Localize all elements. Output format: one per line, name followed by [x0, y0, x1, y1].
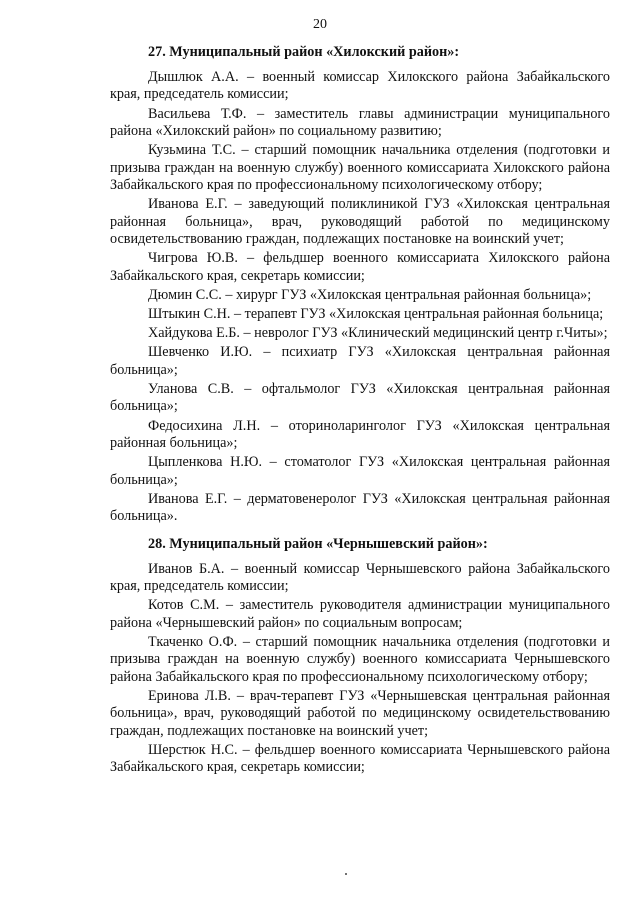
section-heading: 28. Муниципальный район «Чернышевский район»:: [148, 535, 488, 552]
member-entry: Дышлюк А.А. – военный комиссар Хилокского района Забайкальского края, председатель комиссии;: [110, 69, 610, 103]
member-entry: Цыпленкова Н.Ю. – стоматолог ГУЗ «Хилокская центральная районная больница»;: [110, 454, 610, 488]
member-entry: Иванова Е.Г. – заведующий поликлиникой ГУЗ «Хилокская центральная районная больница», врач, руководящий работой по медицинскому освидетельствованию граждан, подлежащих постановке на воинский учет;: [110, 196, 610, 248]
member-entry: Васильева Т.Ф. – заместитель главы администрации муниципального района «Хилокский район» по социальному развитию;: [110, 105, 610, 140]
scan-speck: [345, 873, 347, 875]
section-khilok: [110, 43, 610, 526]
member-entry: Хайдукова Е.Б. – невролог ГУЗ «Клинический медицинский центр г.Читы»;: [148, 325, 608, 342]
member-entry: Чигрова Ю.В. – фельдшер военного комиссариата Хилокского района Забайкальского края, секретарь комиссии;: [110, 250, 610, 284]
member-entry: Шерстюк Н.С. – фельдшер военного комиссариата Чернышевского района Забайкальского края, секретарь комиссии;: [110, 741, 610, 776]
member-entry: Иванов Б.А. – военный комиссар Чернышевского района Забайкальского края, председатель комиссии;: [110, 560, 610, 595]
member-entry: Уланова С.В. – офтальмолог ГУЗ «Хилокская центральная районная больница»;: [110, 381, 610, 415]
member-entry: Федосихина Л.Н. – оториноларинголог ГУЗ «Хилокская центральная районная больница»;: [110, 417, 610, 452]
member-entry: Кузьмина Т.С. – старший помощник начальника отделения (подготовки и призыва граждан на военную службу) военного комиссариата Хилокского района Забайкальского края по профессиональному психологическому отбору;: [110, 142, 610, 194]
member-entry: Штыкин С.Н. – терапевт ГУЗ «Хилокская центральная районная больница;: [148, 306, 604, 323]
section-chernyshevsk: [110, 535, 610, 777]
section-heading: 27. Муниципальный район «Хилокский район»:: [148, 44, 460, 60]
member-entry: Еринова Л.В. – врач-терапевт ГУЗ «Чернышевская центральная районная больница», врач, руководящий работой по медицинскому освидетельствованию граждан, подлежащих постановке на воинский учет;: [110, 687, 610, 739]
member-entry: Котов С.М. – заместитель руководителя администрации муниципального района «Чернышевский район» по социальным вопросам;: [110, 597, 610, 631]
page-number: 20: [313, 17, 327, 32]
member-entry: Иванова Е.Г. – дерматовенеролог ГУЗ «Хилокская центральная районная больница».: [110, 490, 610, 525]
member-entry: Дюмин С.С. – хирург ГУЗ «Хилокская центральная районная больница»;: [148, 286, 592, 303]
member-entry: Ткаченко О.Ф. – старший помощник начальника отделения (подготовки и призыва граждан на военную службу) военного комиссариата Чернышевского района Забайкальского края по профессиональному психологическому отбору;: [110, 633, 610, 685]
document-body: [110, 43, 610, 779]
member-entry: Шевченко И.Ю. – психиатр ГУЗ «Хилокская центральная районная больница»;: [110, 344, 610, 378]
